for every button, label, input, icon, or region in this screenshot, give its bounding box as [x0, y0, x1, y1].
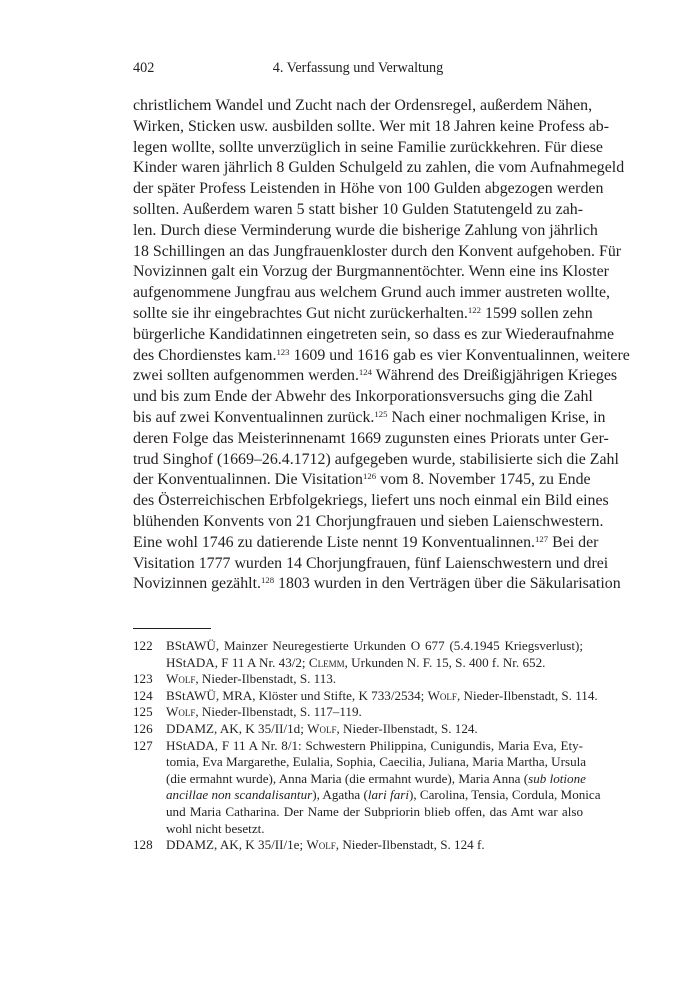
footnote-reference[interactable]: 127: [535, 533, 549, 544]
footnote-line: [166, 655, 583, 672]
footnote-text: , Nieder-Ilbenstadt, S. 113.: [195, 671, 337, 687]
footnote-text: ), Agatha (: [312, 787, 368, 803]
footnote-line: [166, 738, 583, 755]
body-line: [133, 470, 591, 491]
body-text-fragment: Während des Dreißigjährigen Krieges: [372, 367, 618, 385]
footnote-reference[interactable]: 128: [260, 575, 275, 586]
footnote: [133, 721, 583, 738]
footnote-separator: [133, 628, 211, 629]
footnote-text: HStADA, F 11 A Nr. 8/1: Schwestern Philippina, Cunigundis, Maria Eva, Ety-: [166, 737, 583, 753]
footnote-text: BStAWÜ, Mainzer Neuregestierte Urkunden O 677 (5.4.1945 Kriegsverlust);: [166, 638, 583, 653]
footnote-text: wohl nicht besetzt.: [166, 820, 265, 836]
footnote-reference[interactable]: 125: [374, 409, 388, 420]
body-line: Visitation 1777 wurden 14 Chorjungfrauen, fünf Laienschwestern und drei: [133, 554, 609, 572]
footnote-line: [166, 787, 601, 804]
body-line: [133, 574, 621, 595]
body-line: [133, 346, 630, 367]
footnote-text: , Nieder-Ilbenstadt, S. 124 f.: [335, 837, 485, 853]
footnote-text: und Maria Catharina. Der Name der Subpriorin blieb offen, das Amt war also: [166, 803, 583, 819]
body-line: legen wollte, sollte unverzüglich in seine Familie zurückkehren. Für diese: [133, 138, 603, 156]
footnote-reference[interactable]: 123: [276, 346, 290, 357]
footnote-text: ancillae non scandalisantur: [166, 787, 313, 803]
body-text-fragment: 1599 sollen zehn: [481, 304, 593, 322]
body-text-fragment: der Konventualinnen. Die Visitation: [133, 471, 364, 489]
body-text-fragment: 1803 wurden in den Verträgen über die Säkularisation: [274, 575, 621, 593]
footnote: [133, 704, 583, 721]
footnote-text: , Nieder-Ilbenstadt, S. 114.: [456, 687, 598, 703]
footnote-text: (die ermahnt wurde), Anna Maria (die ermahnt wurde), Maria Anna (: [166, 770, 529, 786]
footnote-line: [166, 721, 583, 738]
footnote-text: BStAWÜ, MRA, Klöster und Stifte, K 733/2534;: [166, 687, 428, 703]
page-number: 402: [133, 60, 155, 76]
body-text: [133, 96, 630, 595]
body-text-fragment: Nach einer nochmaligen Krise, in: [387, 408, 606, 426]
footnote-line: [166, 770, 586, 788]
footnotes: [133, 638, 601, 854]
footnote-reference[interactable]: 124: [358, 367, 373, 378]
body-line: christlichem Wandel und Zucht nach der Ordensregel, außerdem Nähen,: [133, 97, 593, 114]
body-line: des Österreichischen Erbfolgekriegs, liefert uns noch einmal ein Bild eines: [133, 492, 609, 510]
footnote-text: , Nieder-Ilbenstadt, S. 124.: [336, 720, 478, 736]
footnote-text: Wolf: [306, 837, 336, 853]
footnote-text: sub lotione: [528, 770, 586, 786]
footnote-number: 127: [133, 737, 153, 753]
body-line: [133, 304, 593, 325]
page-header: [133, 60, 583, 80]
body-text-fragment: sollte sie ihr eingebrachtes Gut nicht zurückerhalten.: [133, 304, 468, 322]
footnote-text: Wolf: [166, 671, 196, 687]
footnote-line: [166, 754, 587, 771]
footnote-reference[interactable]: 126: [363, 471, 377, 482]
body-line: blühenden Konvents von 21 Chorjungfrauen und sieben Laienschwestern.: [133, 512, 604, 530]
body-line: [133, 533, 599, 554]
footnote: [133, 687, 598, 705]
footnote: [133, 671, 583, 688]
body-line: Kinder waren jährlich 8 Gulden Schulgeld zu zahlen, die vom Aufnahmegeld: [133, 159, 625, 177]
footnote: [133, 638, 583, 671]
footnote-number: 125: [133, 704, 153, 720]
footnote-reference[interactable]: 122: [467, 305, 482, 316]
body-line: Novizinnen galt ein Vorzug der Burgmannentöchter. Wenn eine ins Kloster: [133, 263, 609, 281]
body-line: trud Singhof (1669–26.4.1712) aufgegeben wurde, stabilisierte sich die Zahl: [133, 450, 619, 468]
footnote-text: DDAMZ, AK, K 35/II/1d;: [166, 720, 308, 736]
footnote-line: [166, 687, 598, 705]
footnote: [133, 837, 583, 854]
footnote-number: 122: [133, 638, 153, 653]
footnote-line: [166, 671, 583, 688]
footnote-line: [166, 804, 583, 821]
body-text-fragment: zwei sollten aufgenommen werden.: [133, 367, 359, 385]
running-head: 4. Verfassung und Verwaltung: [272, 60, 444, 76]
body-line: len. Durch diese Verminderung wurde die bisherige Zahlung von jährlich: [133, 221, 598, 239]
footnote-number: 123: [133, 671, 153, 687]
body-line: Wirken, Sticken usw. ausbilden sollte. Wer mit 18 Jahren keine Profess ab-: [133, 117, 610, 135]
footnote: [133, 737, 601, 838]
footnote-text: DDAMZ, AK, K 35/II/1e;: [166, 837, 307, 853]
body-line: [133, 408, 606, 429]
footnote-text: Wolf: [307, 720, 337, 736]
body-line: und bis zum Ende der Abwehr des Inkorporationsversuchs ging die Zahl: [133, 388, 593, 406]
body-text-fragment: Eine wohl 1746 zu datierende Liste nennt 19 Konventualinnen.: [133, 533, 536, 551]
footnote-line: [166, 638, 583, 655]
body-text-fragment: des Chordienstes kam.: [133, 346, 277, 364]
footnote-text: Wolf: [166, 704, 196, 720]
footnote-line: [166, 821, 583, 838]
footnote-text: HStADA, F 11 A Nr. 43/2;: [166, 654, 309, 670]
footnote-line: [166, 704, 583, 721]
footnote-text: tomia, Eva Margarethe, Eulalia, Sophia, Caecilia, Juliana, Maria Martha, Ursula: [166, 754, 587, 770]
footnote-text: , Nieder-Ilbenstadt, S. 117–119.: [195, 704, 362, 720]
body-line: [133, 366, 618, 387]
footnote-text: lari fari: [367, 787, 409, 803]
footnote-text: ), Carolina, Tensia, Cordula, Monica: [408, 787, 601, 803]
footnote-number: 124: [133, 687, 153, 703]
body-text-fragment: 1609 und 1616 gab es vier Konventualinnen, weitere: [289, 346, 630, 364]
footnote-text: , Urkunden N. F. 15, S. 400 f. Nr. 652.: [344, 654, 546, 670]
body-text-fragment: bis auf zwei Konventualinnen zurück.: [133, 408, 375, 426]
footnote-text: Wolf: [427, 687, 457, 703]
body-line: sollten. Außerdem waren 5 statt bisher 10 Gulden Statutengeld zu zah-: [133, 200, 583, 218]
body-text-fragment: vom 8. November 1745, zu Ende: [376, 471, 591, 489]
body-line: bürgerliche Kandidatinnen eingetreten sein, so dass es zur Wiederaufnahme: [133, 325, 615, 343]
footnote-text: Clemm: [308, 654, 345, 670]
footnote-line: [166, 837, 583, 854]
footnote-number: 126: [133, 720, 153, 736]
body-line: 18 Schillingen an das Jungfrauenkloster durch den Konvent aufgehoben. Für: [133, 242, 622, 260]
body-line: aufgenommene Jungfrau aus welchem Grund auch immer austreten wollte,: [133, 284, 610, 302]
footnote-number: 128: [133, 837, 153, 853]
body-line: deren Folge das Meisterinnenamt 1669 zugunsten eines Priorats unter Ger-: [133, 429, 609, 447]
body-text-fragment: Novizinnen gezählt.: [133, 575, 261, 593]
body-line: der später Profess Leistenden in Höhe von 100 Gulden abgezogen werden: [133, 180, 604, 198]
body-text-fragment: Bei der: [548, 533, 599, 551]
